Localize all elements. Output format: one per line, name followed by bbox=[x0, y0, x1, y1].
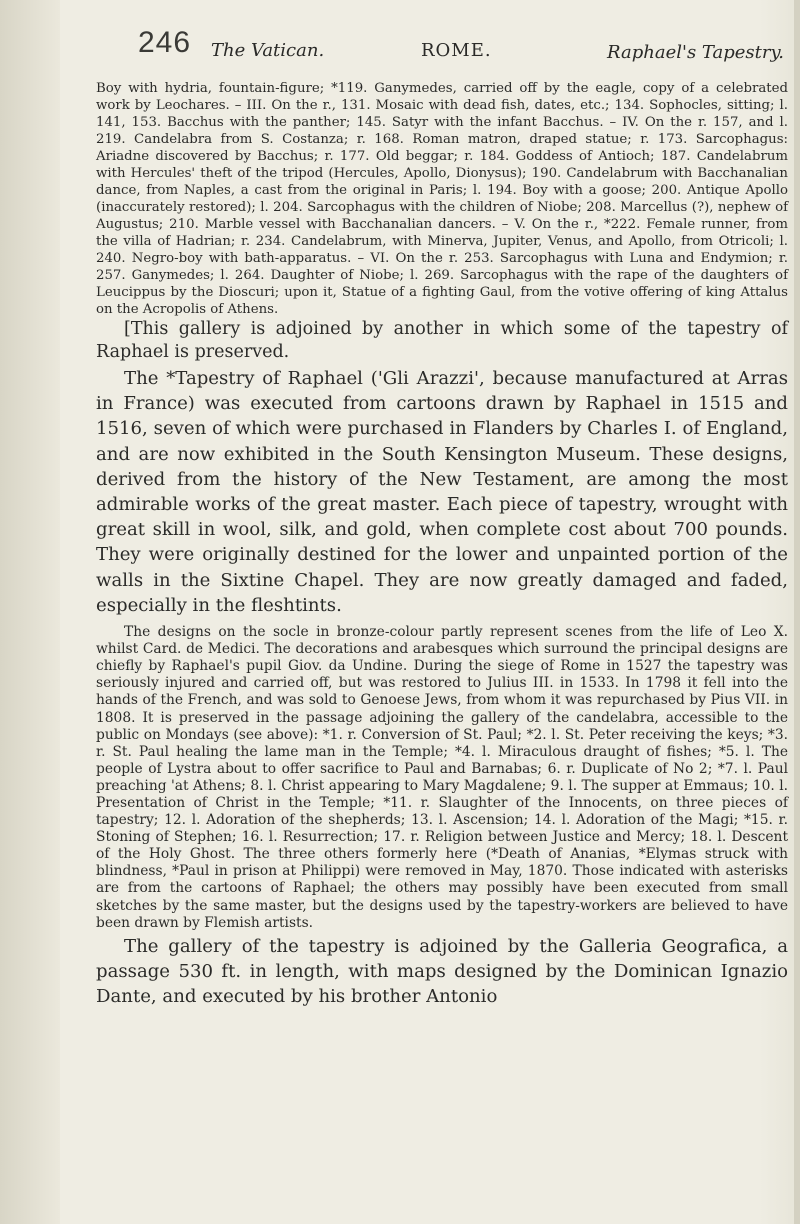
gallery-bracket-note: [This gallery is adjoined by another in which some of the tapestry of Raphael is preserved. bbox=[96, 319, 788, 362]
running-header bbox=[96, 20, 788, 80]
page-gutter bbox=[0, 0, 60, 1224]
header-center-title: ROME. bbox=[421, 40, 492, 61]
page-content bbox=[96, 20, 788, 1009]
sculpture-list-paragraph: Boy with hydria, fountain-figure; *119. Ganymedes, carried off by the eagle, copy of a celebrated work by Leochares. – III. On the r., 131. Mosaic with dead fish, dates, etc.; 134. Sophocles, sitting; l. 141, 153. Bacchus with the panther; 145. Satyr with the infant Bacchus. – IV. On the r. 157, and l. 219. Candelabra from S. Costanza; r. 168. Roman matron, draped statue; r. 173. Sarcophagus: Ariadne discovered by Bacchus; r. 177. Old beggar; r. 184. Goddess of Antioch; 187. Candelabrum with Hercules' theft of the tripod (Hercules, Apollo, Dionysus); 190. Candelabrum with Bacchanalian dance, from Naples, a cast from the original in Paris; l. 194. Boy with a goose; 200. Antique Apollo (inaccurately restored); l. 204. Sarcophagus with the children of Niobe; 208. Marcellus (?), nephew of Augustus; 210. Marble vessel with Bacchanalian dancers. – V. On the r., *222. Female runner, from the villa of Hadrian; r. 234. Candelabrum, with Minerva, Jupiter, Venus, and Apollo, from Otricoli; l. 240. Negro-boy with bath-apparatus. – VI. On the r. 253. Sarcophagus with Luna and Endymion; r. 257. Ganymedes; l. 264. Daughter of Niobe; l. 269. Sarcophagus with the rape of the daughters of Leucippus by the Dioscuri; upon it, Statue of a fighting Gaul, from the votive offering of king Attalus on the Acropolis of Athens. bbox=[96, 81, 788, 317]
tapestry-designs-paragraph: The designs on the socle in bronze-colour partly represent scenes from the life of Leo X. whilst Card. de Medici. The decorations and arabesques which surround the principal designs are chiefly by Raphael's pupil Giov. da Undine. During the siege of Rome in 1527 the tapestry was seriously injured and carried off, but was restored to Julius III. in 1533. In 1798 it fell into the hands of the French, and was sold to Genoese Jews, from whom it was repurchased by Pius VII. in 1808. It is preserved in the passage adjoining the gallery of the candelabra, accessible to the public on Mondays (see above): *1. r. Conversion of St. Paul; *2. l. St. Peter receiving the keys; *3. r. St. Paul healing the lame man in the Temple; *4. l. Miraculous draught of fishes; *5. l. The people of Lystra about to offer sacrifice to Paul and Barnabas; 6. r. Duplicate of No 2; *7. l. Paul preaching 'at Athens; 8. l. Christ appearing to Mary Magdalene; 9. l. The supper at Emmaus; 10. l. Presentation of Christ in the Temple; *11. r. Slaughter of the Innocents, on three pieces of tapestry; 12. l. Adoration of the shepherds; 13. l. Ascension; 14. l. Adoration of the Magi; *15. r. Stoning of Stephen; 16. l. Resurrection; 17. r. Religion between Justice and Mercy; 18. l. Descent of the Holy Ghost. The three others formerly here (*Death of Ananias, *Elymas struck with blindness, *Paul in prison at Philippi) were removed in May, 1870. Those indicated with asterisks are from the cartoons of Raphael; the others may possibly have been executed from small sketches by the same master, but the designs used by the tapestry-workers are believed to have been drawn by Flemish artists. bbox=[96, 624, 788, 931]
page-edge bbox=[794, 0, 800, 1224]
tapestry-intro-paragraph: The *Tapestry of Raphael ('Gli Arazzi', because manufactured at Arras in France) was executed from cartoons drawn by Raphael in 1515 and 1516, seven of which were purchased in Flanders by Charles I. of England, and are now exhibited in the South Kensington Museum. These designs, derived from the history of the New Testament, are among the most admirable works of the great master. Each piece of tapestry, wrought with great skill in wool, silk, and gold, when complete cost about 700 pounds. They were originally destined for the lower and unpainted portion of the walls in the Sixtine Chapel. They are now greatly damaged and faded, especially in the fleshtints. bbox=[96, 368, 788, 616]
galleria-geografica-paragraph: The gallery of the tapestry is adjoined by the Galleria Geografica, a passage 530 ft. in length, with maps designed by the Dominican Ignazio Dante, and executed by his brother Antonio bbox=[96, 935, 788, 1008]
page-number: 246 bbox=[138, 26, 192, 59]
header-right-title: Raphael's Tapestry. bbox=[607, 42, 784, 63]
header-left-title: The Vatican. bbox=[211, 40, 325, 61]
